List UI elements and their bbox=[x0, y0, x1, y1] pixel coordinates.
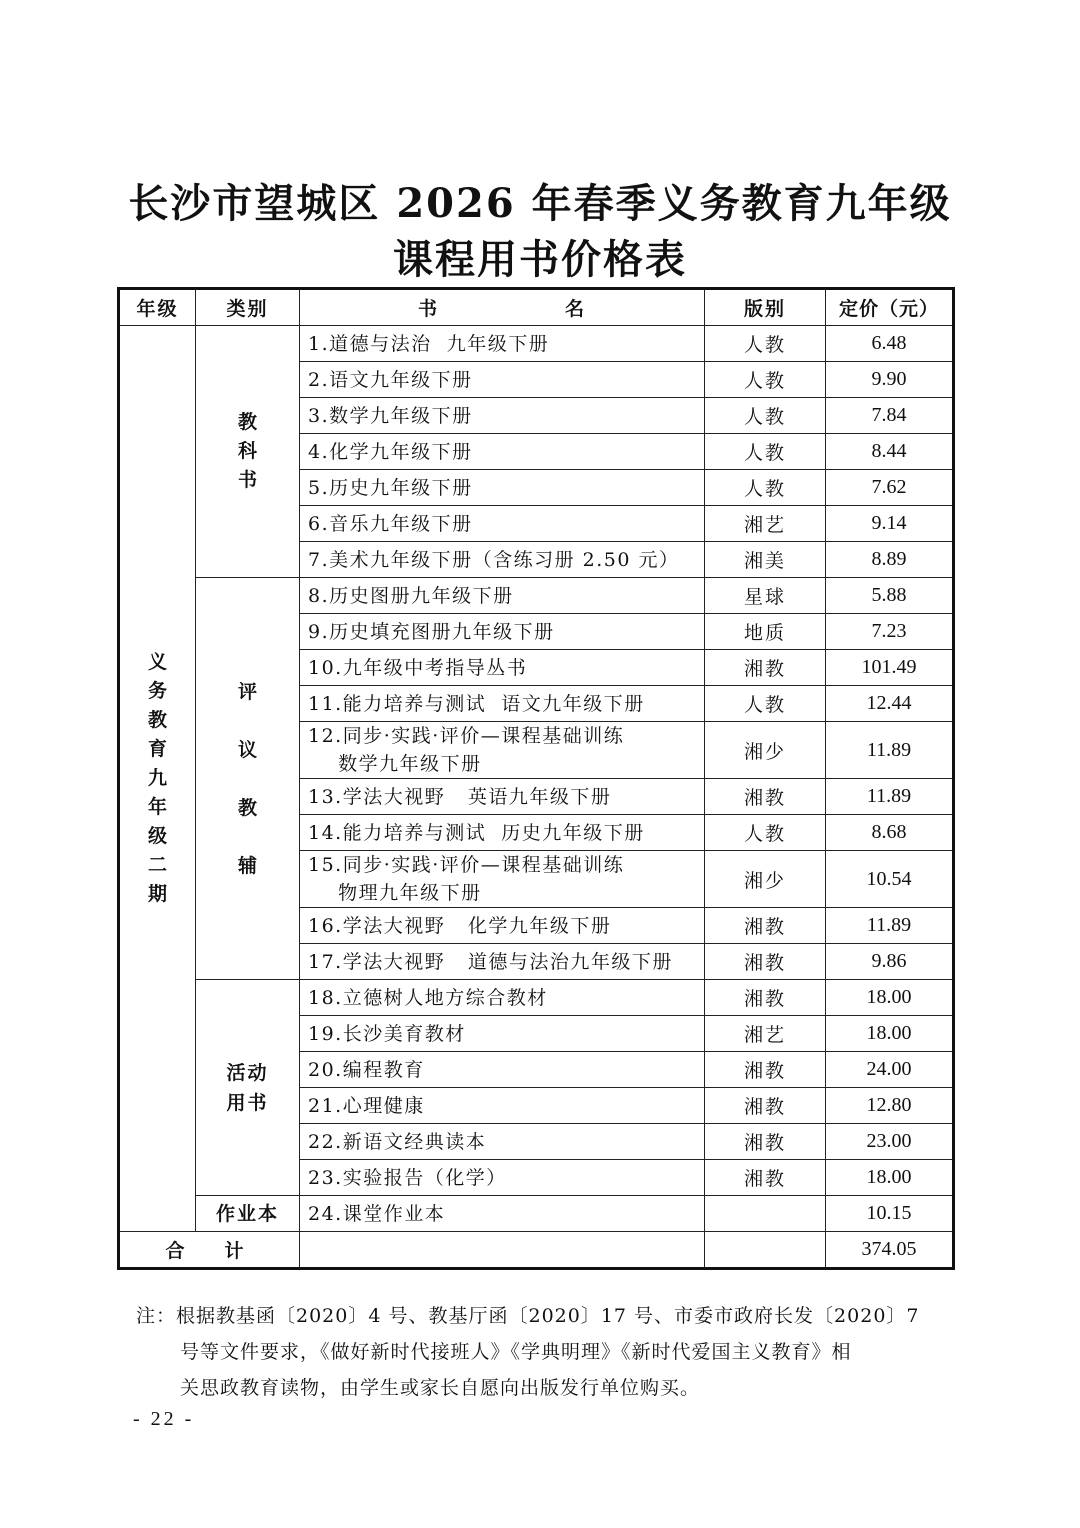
book-name-cell: 14.能力培养与测试 历史九年级下册 bbox=[300, 815, 705, 851]
header-grade: 年级 bbox=[119, 289, 196, 326]
price-cell: 9.14 bbox=[826, 506, 954, 542]
price-cell: 7.62 bbox=[826, 470, 954, 506]
page-number: - 22 - bbox=[133, 1408, 195, 1430]
book-name-cell: 19.长沙美育教材 bbox=[300, 1016, 705, 1052]
category-cell-activity: 活动 用书 bbox=[196, 980, 300, 1196]
edition-cell: 人教 bbox=[705, 470, 826, 506]
book-name-cell: 7.美术九年级下册（含练习册 2.50 元） bbox=[300, 542, 705, 578]
book-name-cell: 5.历史九年级下册 bbox=[300, 470, 705, 506]
table-row bbox=[119, 578, 954, 614]
total-row bbox=[119, 1232, 954, 1269]
price-cell: 7.23 bbox=[826, 614, 954, 650]
book-name-cell: 17.学法大视野 道德与法治九年级下册 bbox=[300, 944, 705, 980]
book-name-cell: 1.道德与法治 九年级下册 bbox=[300, 326, 705, 362]
edition-cell: 湘艺 bbox=[705, 506, 826, 542]
edition-cell: 湘少 bbox=[705, 722, 826, 779]
edition-cell: 湘教 bbox=[705, 1088, 826, 1124]
edition-cell: 人教 bbox=[705, 398, 826, 434]
header-edition: 版别 bbox=[705, 289, 826, 326]
footnote-line-1: 注：根据教基函〔2020〕4 号、教基厅函〔2020〕17 号、市委市政府长发〔2020〕7 bbox=[136, 1305, 920, 1327]
book-name-cell: 13.学法大视野 英语九年级下册 bbox=[300, 779, 705, 815]
book-name-cell: 23.实验报告（化学） bbox=[300, 1160, 705, 1196]
price-cell: 11.89 bbox=[826, 722, 954, 779]
edition-cell: 湘少 bbox=[705, 851, 826, 908]
edition-cell: 人教 bbox=[705, 686, 826, 722]
price-cell: 7.84 bbox=[826, 398, 954, 434]
edition-cell: 湘教 bbox=[705, 1052, 826, 1088]
edition-cell: 湘艺 bbox=[705, 1016, 826, 1052]
book-name-cell: 6.音乐九年级下册 bbox=[300, 506, 705, 542]
edition-cell bbox=[705, 1196, 826, 1232]
category-cell-homework: 作业本 bbox=[196, 1196, 300, 1232]
price-cell: 8.89 bbox=[826, 542, 954, 578]
book-name-cell: 11.能力培养与测试 语文九年级下册 bbox=[300, 686, 705, 722]
book-name-cell: 9.历史填充图册九年级下册 bbox=[300, 614, 705, 650]
edition-cell: 湘教 bbox=[705, 944, 826, 980]
price-cell: 24.00 bbox=[826, 1052, 954, 1088]
price-cell: 12.44 bbox=[826, 686, 954, 722]
total-empty-book bbox=[300, 1232, 705, 1269]
book-name-cell: 22.新语文经典读本 bbox=[300, 1124, 705, 1160]
price-cell: 8.44 bbox=[826, 434, 954, 470]
edition-cell: 人教 bbox=[705, 815, 826, 851]
edition-cell: 人教 bbox=[705, 434, 826, 470]
price-cell: 12.80 bbox=[826, 1088, 954, 1124]
price-cell: 18.00 bbox=[826, 1160, 954, 1196]
price-cell: 101.49 bbox=[826, 650, 954, 686]
edition-cell: 湘教 bbox=[705, 650, 826, 686]
book-name-cell: 3.数学九年级下册 bbox=[300, 398, 705, 434]
total-empty-edition bbox=[705, 1232, 826, 1269]
book-name-cell: 16.学法大视野 化学九年级下册 bbox=[300, 908, 705, 944]
price-cell: 9.86 bbox=[826, 944, 954, 980]
table-row bbox=[119, 1196, 954, 1232]
price-cell: 5.88 bbox=[826, 578, 954, 614]
title-line-1: 长沙市望城区 2026 年春季义务教育九年级 bbox=[128, 180, 952, 227]
edition-cell: 湘教 bbox=[705, 1160, 826, 1196]
price-cell: 6.48 bbox=[826, 326, 954, 362]
book-name-cell: 15.同步·实践·评价—课程基础训练 物理九年级下册 bbox=[300, 851, 705, 908]
header-book-name: 书 名 bbox=[300, 289, 705, 326]
edition-cell: 湘教 bbox=[705, 980, 826, 1016]
book-name-cell: 8.历史图册九年级下册 bbox=[300, 578, 705, 614]
edition-cell: 湘教 bbox=[705, 779, 826, 815]
table-row bbox=[119, 980, 954, 1016]
price-cell: 9.90 bbox=[826, 362, 954, 398]
edition-cell: 湘美 bbox=[705, 542, 826, 578]
price-cell: 18.00 bbox=[826, 980, 954, 1016]
footnote-line-3: 关思政教育读物，由学生或家长自愿向出版发行单位购买。 bbox=[180, 1377, 701, 1399]
price-cell: 10.15 bbox=[826, 1196, 954, 1232]
price-cell: 11.89 bbox=[826, 908, 954, 944]
price-table bbox=[117, 287, 955, 1270]
header-price: 定价（元） bbox=[826, 289, 954, 326]
footnote bbox=[136, 1298, 936, 1406]
price-cell: 11.89 bbox=[826, 779, 954, 815]
edition-cell: 人教 bbox=[705, 326, 826, 362]
edition-cell: 人教 bbox=[705, 362, 826, 398]
table-row bbox=[119, 326, 954, 362]
book-name-cell: 4.化学九年级下册 bbox=[300, 434, 705, 470]
footnote-line-2: 号等文件要求，《做好新时代接班人》《学典明理》《新时代爱国主义教育》相 bbox=[180, 1341, 852, 1363]
edition-cell: 湘教 bbox=[705, 1124, 826, 1160]
book-name-cell: 18.立德树人地方综合教材 bbox=[300, 980, 705, 1016]
book-name-cell: 24.课堂作业本 bbox=[300, 1196, 705, 1232]
category-cell-textbook: 教 科 书 bbox=[196, 326, 300, 578]
book-name-cell: 10.九年级中考指导丛书 bbox=[300, 650, 705, 686]
edition-cell: 湘教 bbox=[705, 908, 826, 944]
category-cell-assessment: 评 议 教 辅 bbox=[196, 578, 300, 980]
price-cell: 10.54 bbox=[826, 851, 954, 908]
price-cell: 8.68 bbox=[826, 815, 954, 851]
book-name-cell: 21.心理健康 bbox=[300, 1088, 705, 1124]
price-cell: 23.00 bbox=[826, 1124, 954, 1160]
header-category: 类别 bbox=[196, 289, 300, 326]
total-label: 合计 bbox=[119, 1232, 300, 1269]
grade-cell: 义 务 教 育 九 年 级 二 期 bbox=[119, 326, 196, 1232]
price-cell: 18.00 bbox=[826, 1016, 954, 1052]
table-header-row bbox=[119, 289, 954, 326]
edition-cell: 星球 bbox=[705, 578, 826, 614]
total-value: 374.05 bbox=[826, 1232, 954, 1269]
book-name-cell: 2.语文九年级下册 bbox=[300, 362, 705, 398]
title-line-2: 课程用书价格表 bbox=[393, 236, 687, 283]
book-name-cell: 20.编程教育 bbox=[300, 1052, 705, 1088]
book-name-cell: 12.同步·实践·评价—课程基础训练 数学九年级下册 bbox=[300, 722, 705, 779]
edition-cell: 地质 bbox=[705, 614, 826, 650]
